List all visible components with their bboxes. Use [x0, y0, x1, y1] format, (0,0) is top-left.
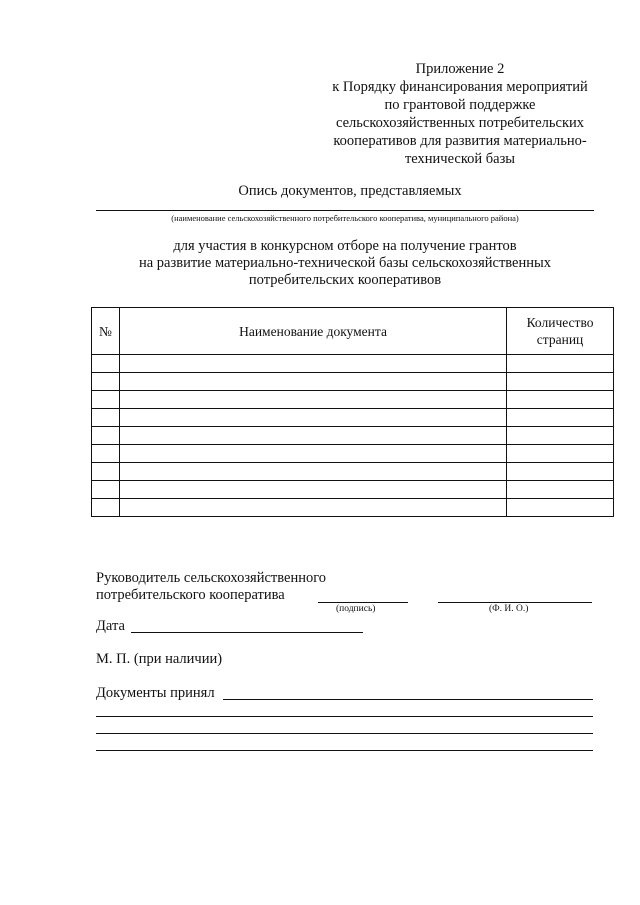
cell-document-name[interactable] [119, 445, 506, 463]
document-title: Опись документов, представляемых [238, 183, 462, 199]
table-row [92, 463, 614, 481]
cell-page-count[interactable] [507, 409, 614, 427]
cell-page-count[interactable] [507, 355, 614, 373]
accepted-by-field-line[interactable] [96, 750, 593, 751]
cell-document-name[interactable] [119, 481, 506, 499]
cell-page-count[interactable] [507, 391, 614, 409]
purpose-line: потребительских кооперативов [248, 272, 442, 288]
cell-page-count[interactable] [507, 373, 614, 391]
appendix-line: кооперативов для развития материально- [333, 133, 587, 149]
full-name-caption: (Ф. И. О.) [489, 604, 529, 614]
cell-document-name[interactable] [119, 355, 506, 373]
cell-document-name[interactable] [119, 373, 506, 391]
appendix-line: сельскохозяйственных потребительских [335, 115, 584, 131]
cell-page-count[interactable] [507, 445, 614, 463]
cell-number[interactable] [92, 355, 120, 373]
cell-document-name[interactable] [119, 463, 506, 481]
table-row [92, 499, 614, 517]
cell-number[interactable] [92, 427, 120, 445]
table-row [92, 481, 614, 499]
cooperative-name-caption: (наименование сельскохозяйственного потребительского кооператива, муниципального района) [171, 213, 519, 223]
table-row [92, 391, 614, 409]
signature-field[interactable] [318, 602, 408, 603]
cell-page-count[interactable] [507, 427, 614, 445]
signature-caption: (подпись) [336, 604, 376, 614]
table-row [92, 355, 614, 373]
date-field[interactable] [131, 632, 363, 633]
stamp-label: М. П. (при наличии) [96, 651, 223, 667]
date-label: Дата [96, 618, 125, 634]
cell-document-name[interactable] [119, 499, 506, 517]
appendix-line: по грантовой поддержке [384, 97, 536, 113]
cell-number[interactable] [92, 499, 120, 517]
cooperative-name-field[interactable] [96, 210, 594, 211]
full-name-field[interactable] [438, 602, 592, 603]
cell-number[interactable] [92, 391, 120, 409]
cell-number[interactable] [92, 481, 120, 499]
cell-number[interactable] [92, 409, 120, 427]
appendix-line: технической базы [404, 151, 516, 167]
cell-document-name[interactable] [119, 391, 506, 409]
column-header-document-name: Наименование документа [119, 308, 506, 355]
cell-number[interactable] [92, 373, 120, 391]
table-row [92, 427, 614, 445]
appendix-line: Приложение 2 [415, 61, 505, 77]
table-header-row [92, 308, 614, 355]
purpose-line: для участия в конкурсном отборе на получение грантов [173, 238, 517, 254]
column-header-page-count-line2: страниц [536, 332, 584, 347]
accepted-by-field-line[interactable] [96, 716, 593, 717]
accepted-by-field-line[interactable] [96, 733, 593, 734]
appendix-line: к Порядку финансирования мероприятий [332, 79, 588, 95]
head-title-line1: Руководитель сельскохозяйственного [96, 570, 327, 586]
purpose-line: на развитие материально-технической базы сельскохозяйственных [138, 255, 551, 271]
accepted-by-label: Документы принял [96, 685, 215, 701]
purpose-text [90, 238, 600, 289]
cell-page-count[interactable] [507, 463, 614, 481]
column-header-page-count-line1: Количество [526, 315, 594, 330]
column-header-page-count [507, 308, 614, 355]
cell-page-count[interactable] [507, 499, 614, 517]
cell-document-name[interactable] [119, 427, 506, 445]
table-row [92, 373, 614, 391]
cell-page-count[interactable] [507, 481, 614, 499]
accepted-by-field[interactable] [223, 699, 593, 700]
documents-table [91, 307, 614, 517]
table-body [92, 355, 614, 517]
head-title-line2: потребительского кооператива [96, 587, 285, 603]
appendix-header [300, 60, 620, 168]
cell-number[interactable] [92, 445, 120, 463]
column-header-number: № [92, 308, 120, 355]
cell-document-name[interactable] [119, 409, 506, 427]
table-row [92, 445, 614, 463]
cell-number[interactable] [92, 463, 120, 481]
table-row [92, 409, 614, 427]
